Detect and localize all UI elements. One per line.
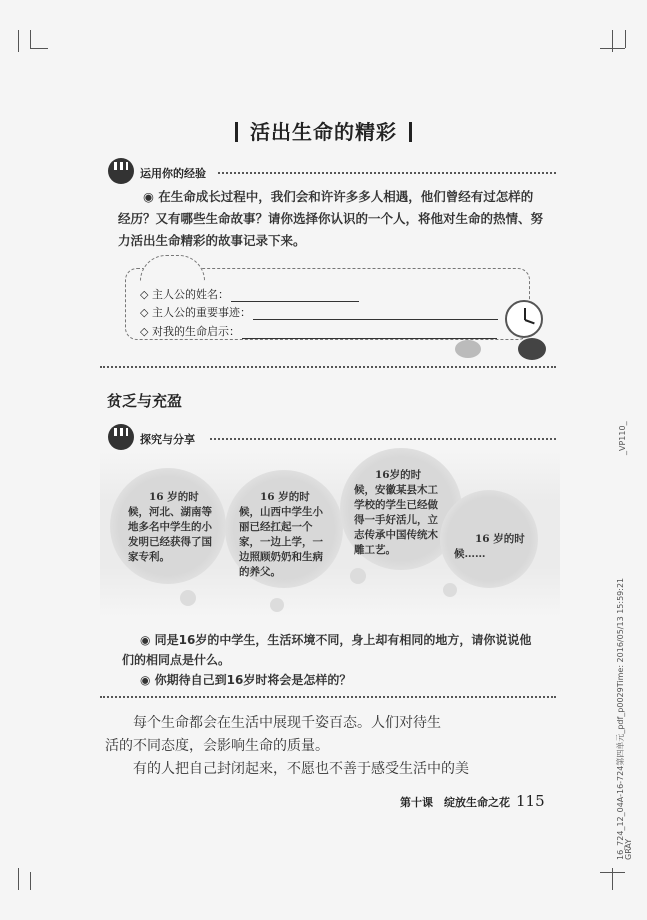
page-title: [0, 116, 647, 145]
section-heading: 贫乏与充盈: [107, 392, 183, 410]
field-label: ◇ 主人公的重要事迹：: [140, 306, 251, 319]
decoration-icon: [455, 340, 481, 358]
field-inspiration: [140, 323, 497, 339]
blank-line[interactable]: [242, 327, 497, 339]
question-text: 同是16岁的中学生，生活环境不同，身上却有相同的地方，请你说说他们的相同点是什么。: [122, 633, 532, 667]
explore-icon: [108, 424, 134, 450]
crop-mark: [600, 48, 625, 49]
play-bullet-icon: ◉: [140, 673, 155, 687]
dotted-divider: [100, 366, 556, 368]
prompt: 在生命成长过程中，我们会和许许多多人相遇，他们曾经有过怎样的经历？又有哪些生命故事？请你选择你认识的一个人，将他对生命的热情、努力活出生命精彩的故事记录下来。: [118, 189, 544, 248]
story-bubble: [110, 468, 226, 584]
cloud-decoration: [140, 255, 205, 281]
crop-mark: [30, 30, 31, 48]
bubble-dot: [180, 590, 196, 606]
bubble-dot: [270, 598, 284, 612]
blank-line[interactable]: [253, 308, 498, 320]
margin-code-bottom: 16_724_12_04A-16-724第四单元_pdf_p0029Time: 2016/05/13 15:59:21: [616, 577, 625, 860]
page-number: 115: [516, 792, 545, 810]
crop-mark: [30, 872, 31, 890]
question-text: 你期待自己到16岁时将会是怎样的？: [154, 673, 352, 687]
section-label: 运用你的经验: [140, 167, 206, 180]
page-footer: [400, 792, 545, 810]
lesson-title: 第十课 绽放生命之花: [400, 796, 510, 809]
question-1: [122, 630, 542, 670]
field-label: ◇ 对我的生命启示：: [140, 325, 240, 338]
field-deeds: [140, 304, 498, 320]
play-bullet-icon: ◉: [140, 633, 155, 647]
prompt-text: [118, 186, 543, 252]
play-bullet-icon: ◉: [143, 189, 159, 204]
story-bubble: [225, 470, 343, 588]
body-paragraph: 有的人把自己封闭起来，不愿也不善于感受生活中的美: [133, 761, 469, 777]
crop-mark: [18, 868, 19, 890]
crop-mark: [600, 872, 625, 873]
bubble-dot: [443, 583, 457, 597]
blank-line[interactable]: [231, 290, 359, 302]
clock-icon: [505, 300, 543, 338]
question-2: [122, 670, 542, 690]
experience-icon: [108, 158, 134, 184]
bubble-text: 16岁的时候，安徽某县木工学校的学生已经做得一手好活儿，立志传承中国传统木雕工艺。: [354, 469, 438, 556]
margin-code-top: _VP110_: [618, 421, 627, 455]
dotted-divider: [210, 438, 556, 440]
field-name: [140, 286, 359, 302]
section-label: 探究与分享: [140, 433, 195, 446]
title-text: 活出生命的精彩: [250, 120, 397, 144]
crop-mark: [30, 48, 48, 49]
dotted-divider: [100, 696, 556, 698]
story-bubble: [440, 490, 538, 588]
dotted-divider: [218, 172, 556, 174]
bubble-text: 16 岁的时候……: [454, 533, 525, 560]
margin-code-gray: GRAY: [624, 838, 633, 860]
crop-mark: [18, 30, 19, 52]
bubble-text: 16 岁的时候，河北、湖南等地多名中学生的小发明已经获得了国家专利。: [128, 491, 212, 563]
body-paragraph: 每个生命都会在生活中展现千姿百态。人们对待生活的不同态度，会影响生命的质量。: [105, 715, 441, 754]
decoration-icon: [518, 338, 546, 360]
bubble-text: 16 岁的时候，山西中学生小丽已经扛起一个家，一边上学，一边照顾奶奶和生病的养父。: [239, 491, 323, 578]
field-label: ◇ 主人公的姓名：: [140, 288, 229, 301]
crop-mark: [625, 30, 626, 48]
bubble-dot: [350, 568, 366, 584]
